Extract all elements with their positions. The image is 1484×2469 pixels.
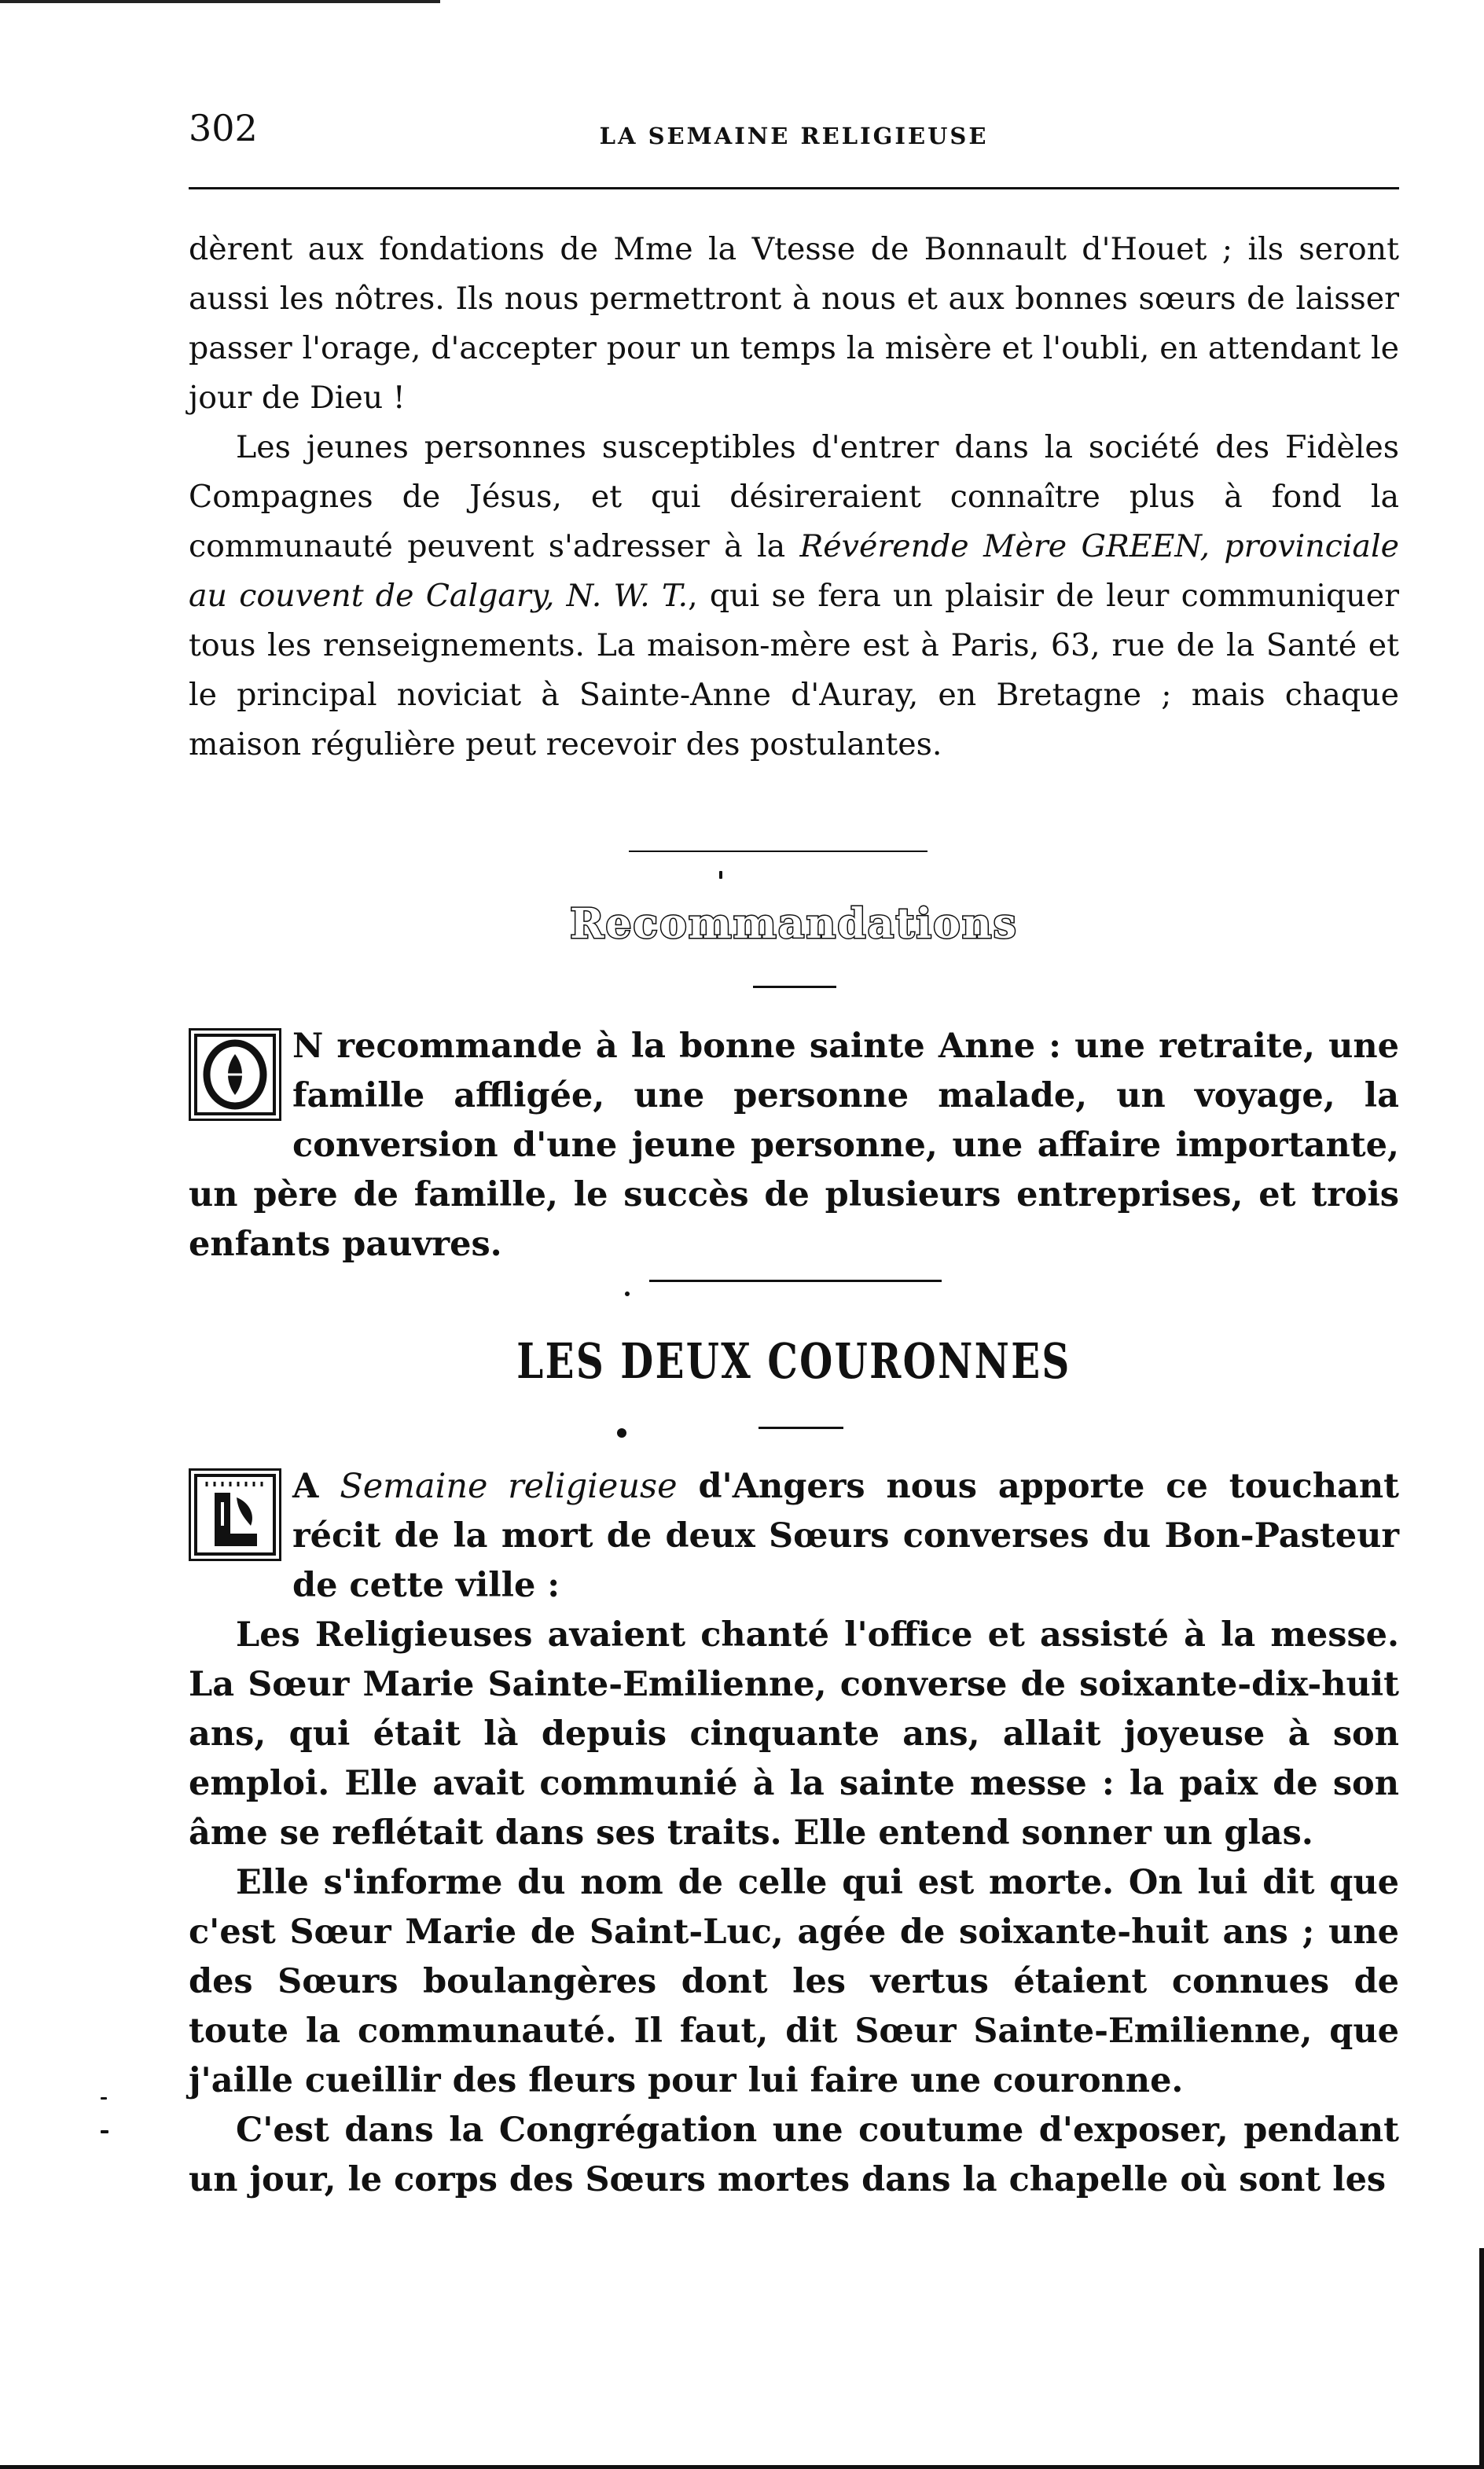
- top-border-fragment: [0, 0, 440, 3]
- couronnes-lead-end: d'Angers nous apporte ce touchant récit de la mort de deux Sœurs converses du Bon-Pasteur de cette ville :: [292, 1467, 1399, 1605]
- page-header: [189, 102, 1399, 165]
- couronnes-lead-paragraph: [189, 1462, 1399, 1611]
- intro-p2-address: Révérende Mère GREEN, provinciale au couvent de Calgary, N. W. T.: [189, 528, 1399, 614]
- page-edge-right: [1479, 2248, 1484, 2469]
- recommandations-section: [189, 1022, 1399, 1269]
- intro-paragraph-1: dèrent aux fondations de Mme la Vtesse de Bonnault d'Houet ; ils seront aussi les nôtres. Ils nous permettront à nous et aux bonnes sœurs de laisser passer l'orage, d'accepter pour un temps la misère et l'oubli, en attendant le jour de Dieu !: [189, 231, 1399, 416]
- ornate-dropcap-o: [189, 1028, 281, 1121]
- section-title-recommandations: Recommandations: [570, 900, 1018, 948]
- dropcap-ornament-icon: [191, 1031, 279, 1119]
- header-rule: [189, 187, 1399, 189]
- dropcap-ornament-icon: [191, 1471, 279, 1559]
- section-title-deux-couronnes: LES DEUX COURONNES: [516, 1332, 1071, 1390]
- page-edge-bottom: [0, 2465, 1484, 2469]
- ornament-mark: [719, 871, 722, 879]
- ornate-dropcap-l: [189, 1468, 281, 1561]
- ornament-mark: [617, 1428, 626, 1438]
- couronnes-lead-start: A: [292, 1467, 340, 1506]
- couronnes-section: [189, 1462, 1399, 2205]
- intro-p2-start: Les jeunes personnes susceptibles d'entrer dans la société des Fidèles Compagnes de Jésus, et qui désireraient connaître plus à fond la communauté peuvent s'adresser à la: [189, 429, 1399, 564]
- page-number: 302: [189, 107, 258, 149]
- running-head: LA SEMAINE RELIGIEUSE: [599, 123, 989, 149]
- couronnes-journal-title: Semaine religieuse: [340, 1467, 678, 1506]
- margin-mark: [101, 2097, 107, 2100]
- title-underline-1: [753, 986, 836, 988]
- section-separator-2: [649, 1280, 942, 1282]
- title-underline-2: [759, 1427, 843, 1429]
- couronnes-paragraph-1: Les Religieuses avaient chanté l'office et assisté à la messe. La Sœur Marie Sainte-Emilienne, converse de soixante-dix-huit ans, qui était là depuis cinquante ans, allait joyeuse à son emploi. Elle avait communié à la sainte messe : la paix de son âme se reflétait dans ses traits. Elle entend sonner un glas.: [189, 1615, 1399, 1853]
- intro-paragraph-2: [189, 423, 1399, 770]
- intro-text: [189, 225, 1399, 770]
- margin-mark: [101, 2130, 108, 2133]
- intro-p2-end: , qui se fera un plaisir de leur communiquer tous les renseignements. La maison-mère est à Paris, 63, rue de la Santé et le principal noviciat à Sainte-Anne d'Auray, en Bretagne ; mais chaque maison régulière peut recevoir des postulantes.: [189, 578, 1399, 762]
- ornament-mark: [625, 1291, 630, 1296]
- recommandations-text: N recommande à la bonne sainte Anne : une retraite, une famille affligée, une personne malade, un voyage, la conversion d'une jeune personne, une affaire importante, un père de famille, le succès de plusieurs entreprises, et trois enfants pauvres.: [189, 1027, 1399, 1264]
- couronnes-paragraph-3: C'est dans la Congrégation une coutume d'exposer, pendant un jour, le corps des Sœurs mortes dans la chapelle où sont les: [189, 2111, 1399, 2199]
- section-separator-1: [629, 851, 928, 852]
- couronnes-paragraph-2: Elle s'informe du nom de celle qui est morte. On lui dit que c'est Sœur Marie de Saint-Luc, agée de soixante-huit ans ; une des Sœurs boulangères dont les vertus étaient connues de toute la communauté. Il faut, dit Sœur Sainte-Emilienne, que j'aille cueillir des fleurs pour lui faire une couronne.: [189, 1863, 1399, 2100]
